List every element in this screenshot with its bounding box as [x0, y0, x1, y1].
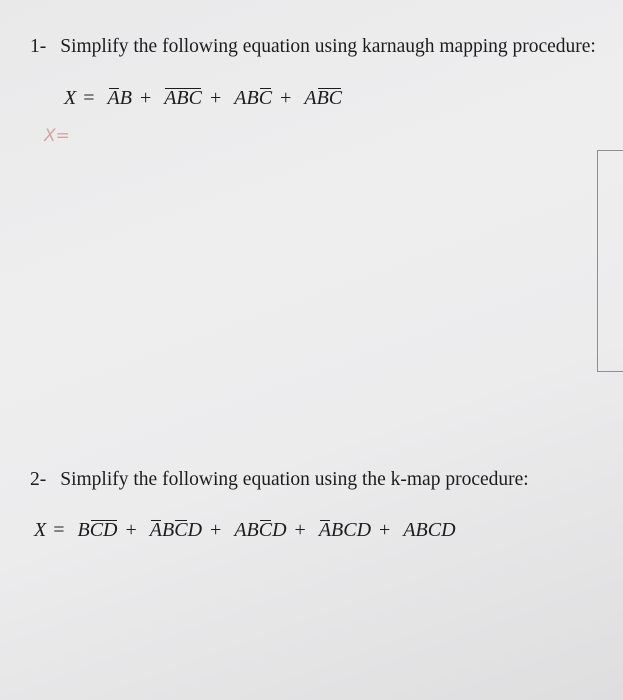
- question-1-text: Simplify the following equation using karnaugh mapping procedure:: [60, 36, 596, 57]
- eq1-plus: +: [210, 87, 222, 109]
- eq1-lhs: X: [64, 87, 77, 109]
- eq1-equals: =: [83, 87, 95, 109]
- question-2-number: 2-: [30, 469, 47, 490]
- eq1-plus: +: [139, 87, 152, 109]
- eq2-plus: +: [294, 519, 306, 541]
- eq1-plus: +: [280, 87, 292, 109]
- question-2-equation: [34, 519, 462, 542]
- eq2-term-1: BCD: [77, 519, 118, 541]
- eq1-term-4: ABC: [304, 87, 343, 109]
- answer-1-handwritten: X=: [44, 126, 70, 146]
- eq1-term-1: AB: [107, 87, 132, 109]
- eq2-plus: +: [210, 519, 222, 541]
- eq2-equals: =: [53, 519, 65, 541]
- question-2-title: [30, 469, 529, 491]
- eq2-term-5: ABCD: [403, 519, 456, 541]
- eq2-lhs: X: [34, 519, 47, 541]
- question-1-number: 1-: [30, 36, 47, 57]
- answer-box-edge: [597, 150, 623, 372]
- eq1-term-3: ABC: [234, 87, 273, 109]
- eq2-plus: +: [125, 519, 137, 541]
- eq2-plus: +: [379, 519, 391, 541]
- question-1-title: [30, 36, 596, 58]
- question-1-equation: [64, 87, 348, 110]
- question-2-text: Simplify the following equation using the k-map procedure:: [60, 469, 529, 490]
- eq2-term-4: ABCD: [318, 519, 372, 541]
- eq2-term-3: ABCD: [234, 519, 287, 541]
- eq2-term-2: ABCD: [149, 519, 203, 541]
- eq1-term-2: ABC: [164, 87, 202, 109]
